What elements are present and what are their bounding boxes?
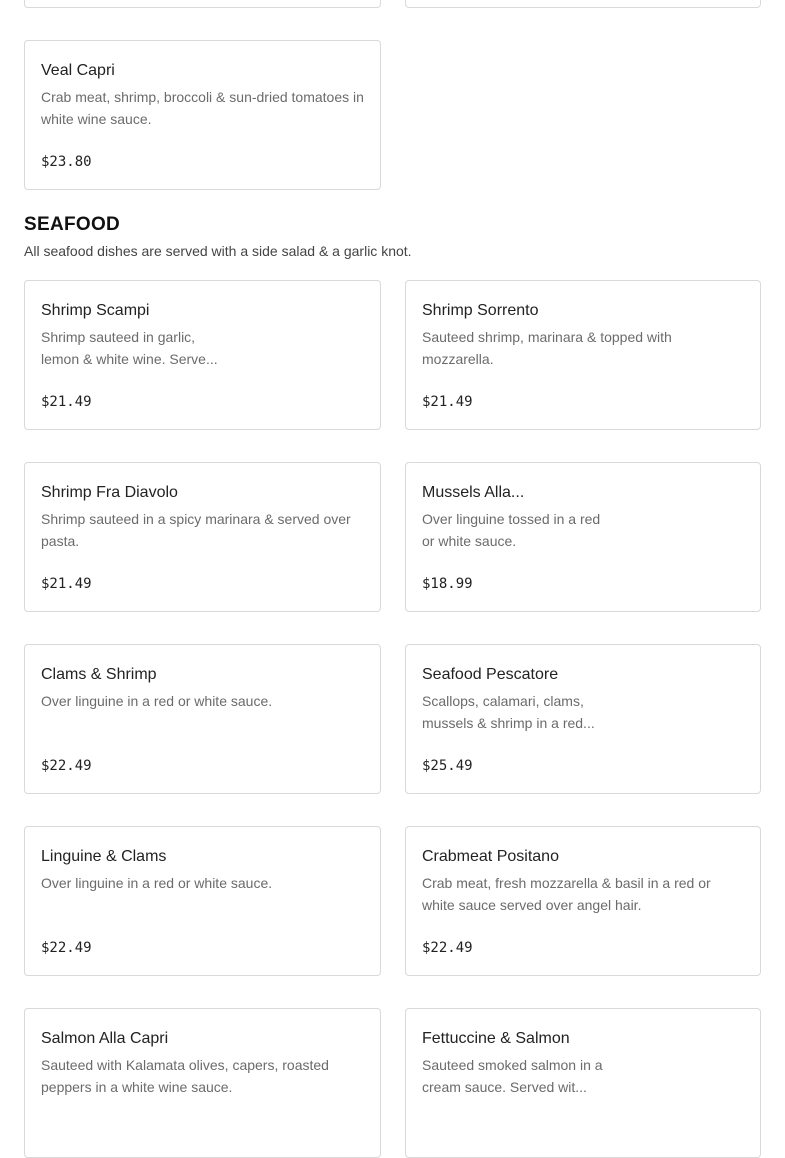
menu-item-price: $22.49 [41,940,92,956]
menu-item-price: $21.49 [41,576,92,592]
menu-item-price: $22.49 [41,758,92,774]
menu-item-description: Shrimp sauteed in garlic, lemon & white wine. Serve... [41,329,218,367]
menu-item-price: $21.49 [422,394,473,410]
menu-item-name: Seafood Pescatore [422,666,559,683]
menu-item-description: Crab meat, shrimp, broccoli & sun-dried tomatoes in white wine sauce. [41,89,364,127]
menu-item-name: Crabmeat Positano [422,848,559,865]
menu-item-name: Shrimp Fra Diavolo [41,484,178,501]
menu-item-description: Sauteed shrimp, marinara & topped with mozzarella. [422,329,672,367]
menu-item-card[interactable] [24,644,381,794]
menu-item-card[interactable] [405,644,761,794]
menu-item-card[interactable] [405,826,761,976]
menu-item-price: $18.99 [422,576,473,592]
menu-item-description: Over linguine in a red or white sauce. [41,875,273,891]
section-title: SEAFOOD [24,214,121,235]
menu-item-price: $23.80 [41,154,92,170]
section-subtitle: All seafood dishes are served with a side salad & a garlic knot. [24,243,412,259]
menu-item-card[interactable] [405,462,761,612]
menu-item-description: Over linguine tossed in a red or white sauce. [422,511,601,549]
menu-item-name: Linguine & Clams [41,848,167,865]
menu-item-card-cropped[interactable] [24,0,381,8]
menu-item-name: Shrimp Sorrento [422,302,539,319]
menu-item-price: $22.49 [422,940,473,956]
menu-item-name: Shrimp Scampi [41,302,150,319]
menu-item-card[interactable] [24,280,381,430]
menu-item-card[interactable] [24,826,381,976]
menu-item-description: Sauteed smoked salmon in a cream sauce. Served wit... [422,1057,603,1095]
menu-item-card[interactable] [24,462,381,612]
menu-item-name: Mussels Alla... [422,484,525,501]
menu-item-name: Clams & Shrimp [41,666,157,683]
menu-item-card-cropped[interactable] [405,0,761,8]
menu-item-name: Veal Capri [41,62,115,79]
menu-item-description: Crab meat, fresh mozzarella & basil in a red or white sauce served over angel hair. [422,875,711,913]
menu-item-card[interactable] [405,280,761,430]
menu-item-description: Sauteed with Kalamata olives, capers, roasted peppers in a white wine sauce. [41,1057,329,1095]
menu-item-card[interactable] [405,1008,761,1158]
menu-item-card[interactable] [24,40,381,190]
menu-item-name: Salmon Alla Capri [41,1030,169,1047]
menu-item-description: Over linguine in a red or white sauce. [41,693,273,709]
menu-item-card[interactable] [24,1008,381,1158]
menu-item-description: Scallops, calamari, clams, mussels & shrimp in a red... [422,693,595,731]
menu-item-price: $21.49 [41,394,92,410]
menu-item-description: Shrimp sauteed in a spicy marinara & served over pasta. [41,511,351,549]
menu-item-price: $25.49 [422,758,473,774]
menu-item-name: Fettuccine & Salmon [422,1030,570,1047]
